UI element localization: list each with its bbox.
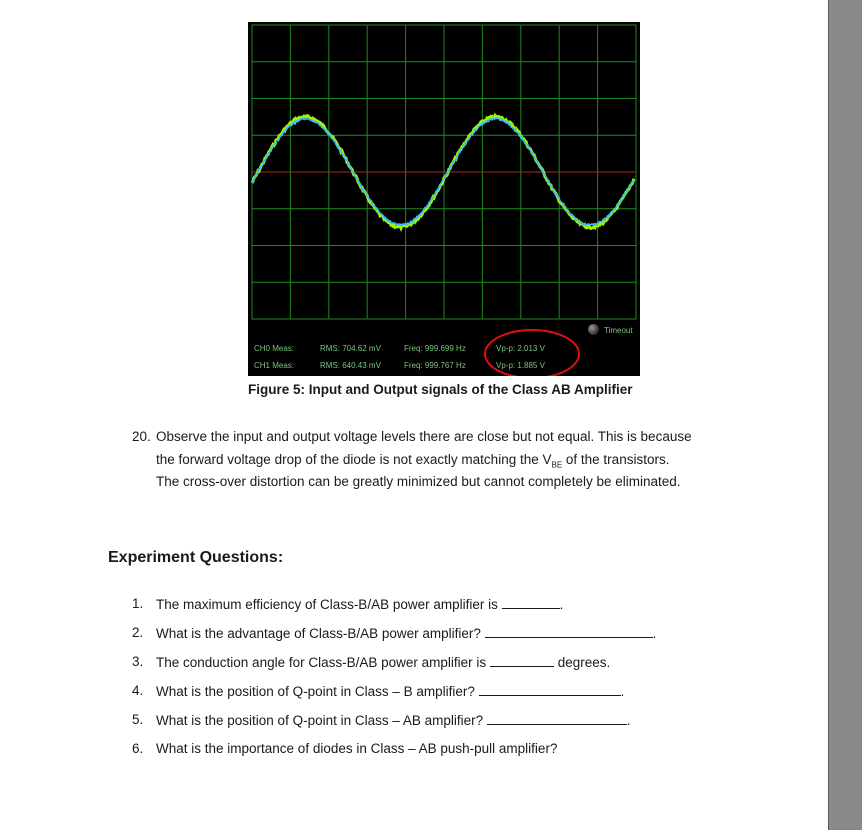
answer-blank[interactable] <box>502 596 560 609</box>
answer-blank[interactable] <box>487 712 627 725</box>
viewer-scroll-gutter[interactable] <box>828 0 862 830</box>
question-number: 3. <box>132 654 144 669</box>
ch1-label: CH1 Meas: <box>254 361 295 370</box>
step-line-1: Observe the input and output voltage levels there are close but not equal. This is because <box>156 429 692 444</box>
question-text: What is the advantage of Class-B/AB power amplifier? <box>156 626 481 641</box>
question-text: What is the importance of diodes in Class – AB push-pull amplifier? <box>156 741 558 756</box>
question-number: 1. <box>132 596 144 611</box>
timeout-label: Timeout <box>604 326 633 335</box>
oscilloscope-screenshot <box>248 22 640 376</box>
question-text: The conduction angle for Class-B/AB power amplifier is <box>156 655 487 670</box>
question-suffix: . <box>620 684 625 699</box>
question-number: 2. <box>132 625 144 640</box>
status-led-icon <box>588 324 599 335</box>
step-line-2-tail: of the transistors. <box>562 451 670 467</box>
ch0-vpp: Vp-p: 2.013 V <box>496 344 545 353</box>
figure-caption: Figure 5: Input and Output signals of the Class AB Amplifier <box>248 382 633 397</box>
ch0-rms: RMS: 704.62 mV <box>320 344 381 353</box>
step-line-3: The cross-over distortion can be greatly minimized but cannot completely be eliminated. <box>156 474 681 489</box>
question-suffix: . <box>652 626 657 641</box>
answer-blank[interactable] <box>490 654 554 667</box>
oscilloscope-display <box>248 22 640 376</box>
step-line-2-text: the forward voltage drop of the diode is not exactly matching the V <box>156 451 552 467</box>
ch1-rms: RMS: 640.43 mV <box>320 361 381 370</box>
answer-blank[interactable] <box>479 683 621 696</box>
question-text: The maximum efficiency of Class-B/AB power amplifier is <box>156 597 498 612</box>
question-number: 6. <box>132 741 144 756</box>
question-number: 4. <box>132 683 144 698</box>
question-text: What is the position of Q-point in Class – B amplifier? <box>156 684 475 699</box>
question-suffix: . <box>626 713 631 728</box>
ch1-vpp: Vp-p: 1.885 V <box>496 361 545 370</box>
question-suffix: degrees. <box>557 655 611 670</box>
ch0-freq: Freq: 999.699 Hz <box>404 344 466 353</box>
step-number: 20. <box>132 429 151 444</box>
question-suffix: . <box>559 597 564 612</box>
questions-heading: Experiment Questions: <box>108 549 284 566</box>
ch1-freq: Freq: 999.767 Hz <box>404 361 466 370</box>
answer-blank[interactable] <box>485 625 653 638</box>
question-text: What is the position of Q-point in Class – AB amplifier? <box>156 713 484 728</box>
ch0-label: CH0 Meas: <box>254 344 295 353</box>
question-number: 5. <box>132 712 144 727</box>
vbe-subscript: BE <box>551 460 563 470</box>
